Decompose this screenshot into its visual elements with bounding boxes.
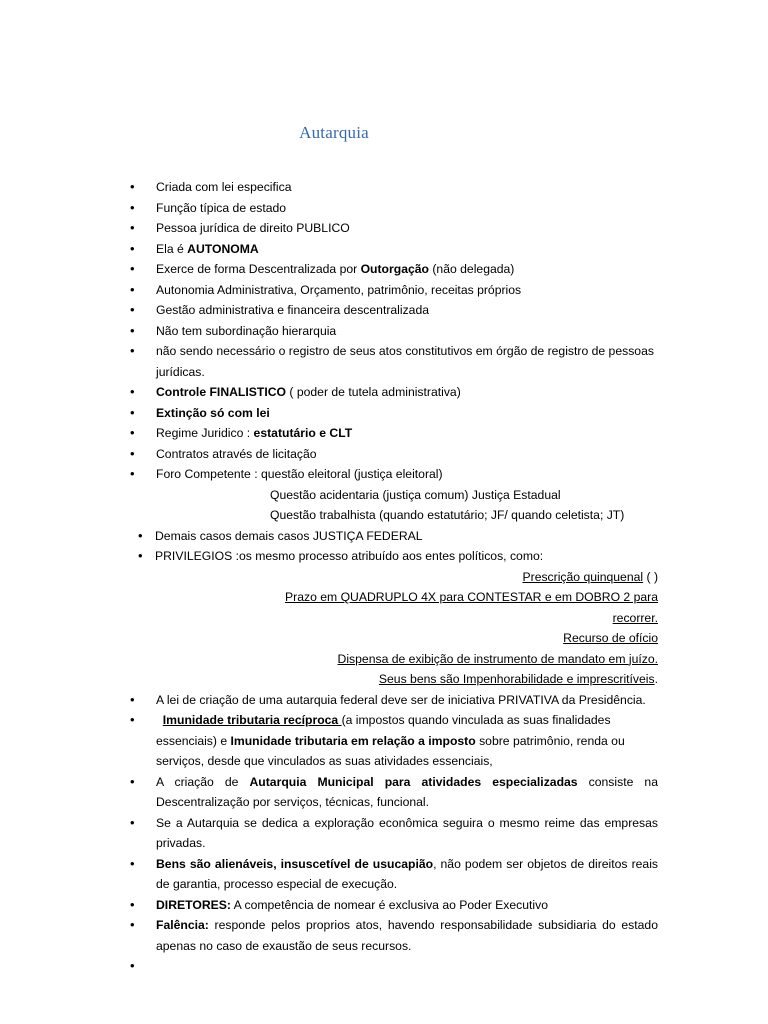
bullet-icon: •	[130, 814, 135, 830]
bullet-list	[0, 177, 768, 977]
bullet-icon: •	[130, 220, 135, 235]
bullet-icon: •	[130, 179, 135, 194]
list-item: • Falência: responde pelos proprios atos, havendo responsabilidade subsidiaria do estado apenas no caso de exaustão de seus recursos.	[130, 917, 658, 953]
list-item: • Exerce de forma Descentralizada por Outorgação (não delegada)	[0, 259, 768, 280]
list-item: • Bens são alienáveis, insuscetível de usucapião, não podem ser objetos de direitos reais de garantia, processo especial de execução.	[130, 855, 658, 891]
list-item: • Imunidade tributaria recíproca (a impostos quando vinculada as suas finalidades essenciais) e Imunidade tributaria em relação a imposto sobre patrimônio, renda ou serviços, desde que vinculados as suas atividades essenciais,	[130, 712, 625, 768]
list-item: • Ela é AUTONOMA	[0, 239, 768, 260]
bullet-icon: •	[130, 896, 135, 912]
list-item: • A lei de criação de uma autarquia federal deve ser de iniciativa PRIVATIVA da Presidência.	[0, 690, 768, 711]
list-item: • não sendo necessário o registro de seus atos constitutivos em órgão de registro de pessoas jurídicas.	[130, 343, 654, 379]
bullet-icon: •	[130, 322, 135, 338]
bullet-icon: •	[130, 691, 135, 707]
bullet-icon: •	[130, 281, 135, 297]
bullet-icon: •	[130, 466, 135, 481]
bullet-icon: •	[130, 712, 135, 727]
list-item	[0, 956, 768, 977]
bullet-icon: •	[130, 917, 135, 932]
list-item: • Controle FINALISTICO ( poder de tutela administrativa)	[0, 382, 768, 403]
list-item: • Função típica de estado	[0, 198, 768, 219]
list-item: • Se a Autarquia se dedica a exploração econômica seguira o mesmo reime das empresas privadas.	[130, 814, 658, 850]
bullet-icon: •	[130, 302, 135, 317]
list-item: • Pessoa jurídica de direito PUBLICO	[0, 218, 768, 239]
list-item: • DIRETORES: A competência de nomear é exclusiva ao Poder Executivo	[0, 895, 768, 916]
list-item: • Regime Juridico : estatutário e CLT	[0, 423, 768, 444]
list-item: • Foro Competente : questão eleitoral (justiça eleitoral) Questão acidentaria (justiça comum) Justiça Estadual Questão trabalhista (quando estatutário; JF/ quando celetista; JT)	[130, 466, 625, 522]
bullet-icon: •	[130, 855, 135, 871]
list-item: • Extinção só com lei	[0, 403, 768, 424]
bullet-icon: •	[130, 404, 135, 420]
bullet-icon: •	[138, 548, 143, 563]
bullet-icon: •	[130, 425, 135, 440]
bullet-icon: •	[130, 384, 135, 399]
list-item: • Demais casos demais casos JUSTIÇA FEDERAL	[0, 526, 768, 547]
bullet-icon: •	[130, 343, 135, 358]
list-item: • Gestão administrativa e financeira descentralizada	[0, 300, 768, 321]
page-title: Autarquia	[299, 123, 369, 142]
bullet-icon: •	[130, 445, 135, 461]
list-item: • Autonomia Administrativa, Orçamento, patrimônio, receitas próprios	[0, 280, 768, 301]
bullet-icon: •	[130, 199, 135, 215]
bullet-icon: •	[130, 240, 135, 256]
bullet-icon: •	[138, 527, 143, 543]
list-item: • PRIVILEGIOS :os mesmo processo atribuído aos entes políticos, como: Prescrição quinquenal ( ) Prazo em QUADRUPLO 4X para CONTESTAR e em DOBRO 2 para recorrer. Recurso de ofício Dispensa de exibição de instrumento de mandato em juízo. Seus bens são Impenhorabilidade e imprescritíveis.	[138, 548, 658, 686]
bullet-icon: •	[130, 261, 135, 276]
list-item: • Criada com lei especifica	[0, 177, 768, 198]
bullet-icon: •	[130, 773, 135, 789]
list-item: • A criação de Autarquia Municipal para atividades especializadas consiste na Descentralização por serviços, técnicas, funcional.	[130, 773, 658, 809]
list-item: • Não tem subordinação hierarquia	[0, 321, 768, 342]
bullet-icon: •	[130, 958, 135, 973]
list-item: • Contratos através de licitação	[0, 444, 768, 465]
